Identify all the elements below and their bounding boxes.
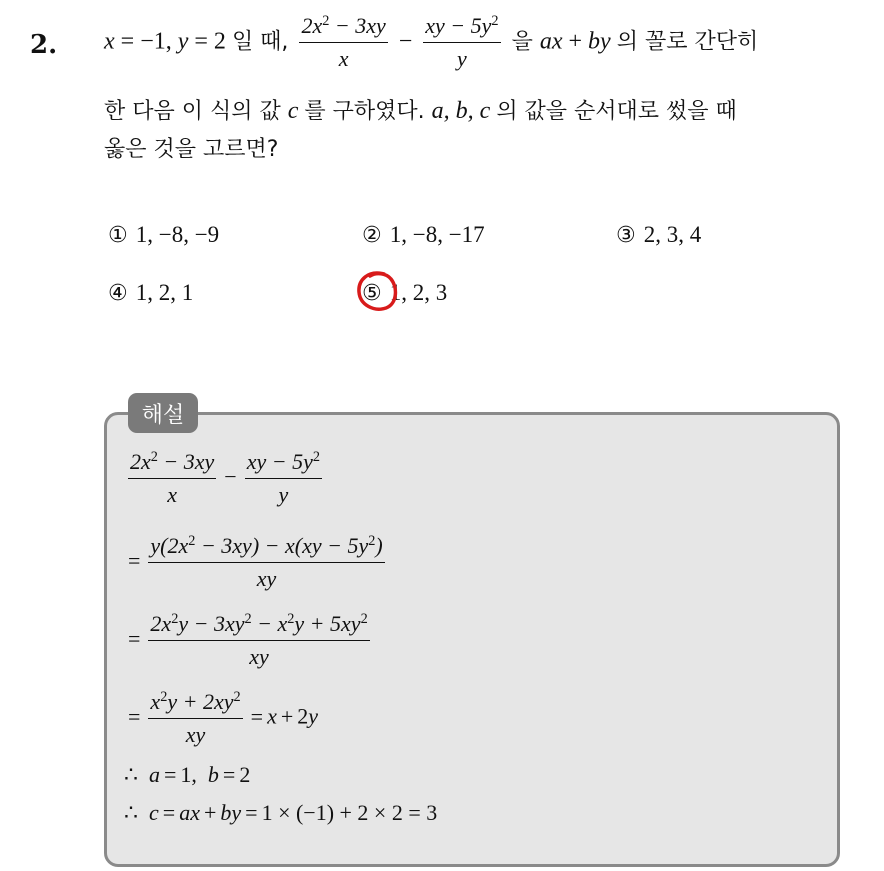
solution-step-2: = $\frac{y(2x^2 - 3xy) - x(xy - 5y^2)}{xy}$ [128,533,383,592]
question-line-1: x = −1, y = 2 일 때, $\frac{2x^2 - 3xy}{x}$ − $\frac{xy - 5y^2}{y}$ 을 ax + by 의 꼴로 간단히 [104,13,759,72]
fraction-1: $\frac{2x^2 - 3xy}{x}$ [301,13,386,72]
solution-label: 해설 [128,393,198,433]
fraction-2: $\frac{xy - 5y^2}{y}$ [425,13,499,72]
choice-5-marker: ⑤ [362,281,382,306]
answer-circle-mark [354,268,400,314]
solution-step-3: = $\frac{2x^2y - 3xy^2 - x^2y + 5xy^2}{xy}$ [128,611,368,670]
korean-end: 의 꼴로 간단히 [616,29,759,55]
question-number: 2. [30,30,58,60]
solution-step-6: ∴ c = ax + by = 1 × (−1) + 2 × 2 = 3 [124,800,438,825]
solution-step-5: ∴ a = 1, b = 2 [124,762,251,787]
choice-4-marker: ④ [108,281,128,306]
choice-2-value: 1, −8, −17 [389,222,485,247]
question-line-3: 옳은 것을 고르면? [104,137,279,162]
korean-line2-c: 의 값을 순서대로 썼을 때 [496,99,737,124]
choice-3[interactable] [616,222,701,248]
choice-2[interactable] [362,222,485,248]
choice-5-value: 1, 2, 3 [389,280,448,305]
solution-step-4: = $\frac{x^2y + 2xy^2}{xy}$ = x + 2y [128,689,319,748]
choice-4-value: 1, 2, 1 [135,280,194,305]
choice-2-marker: ② [362,223,382,248]
korean-when: 일 때, [231,29,289,55]
choice-1[interactable] [108,222,219,248]
choice-4[interactable] [108,280,193,306]
choice-3-value: 2, 3, 4 [643,222,702,247]
choice-1-marker: ① [108,223,128,248]
choice-3-marker: ③ [616,223,636,248]
choice-1-value: 1, −8, −9 [135,222,220,247]
korean-line2-a: 한 다음 이 식의 값 [104,99,281,124]
solution-step-1: $\frac{2x^2 - 3xy}{x}$ − $\frac{xy - 5y^2}{y}$ [130,449,321,508]
korean-form: 을 [511,29,533,55]
korean-line2-b: 를 구하였다. [304,99,425,124]
question-line-2: 한 다음 이 식의 값 c 를 구하였다. a, b, c 의 값을 순서대로 썼을 때 [104,98,737,124]
